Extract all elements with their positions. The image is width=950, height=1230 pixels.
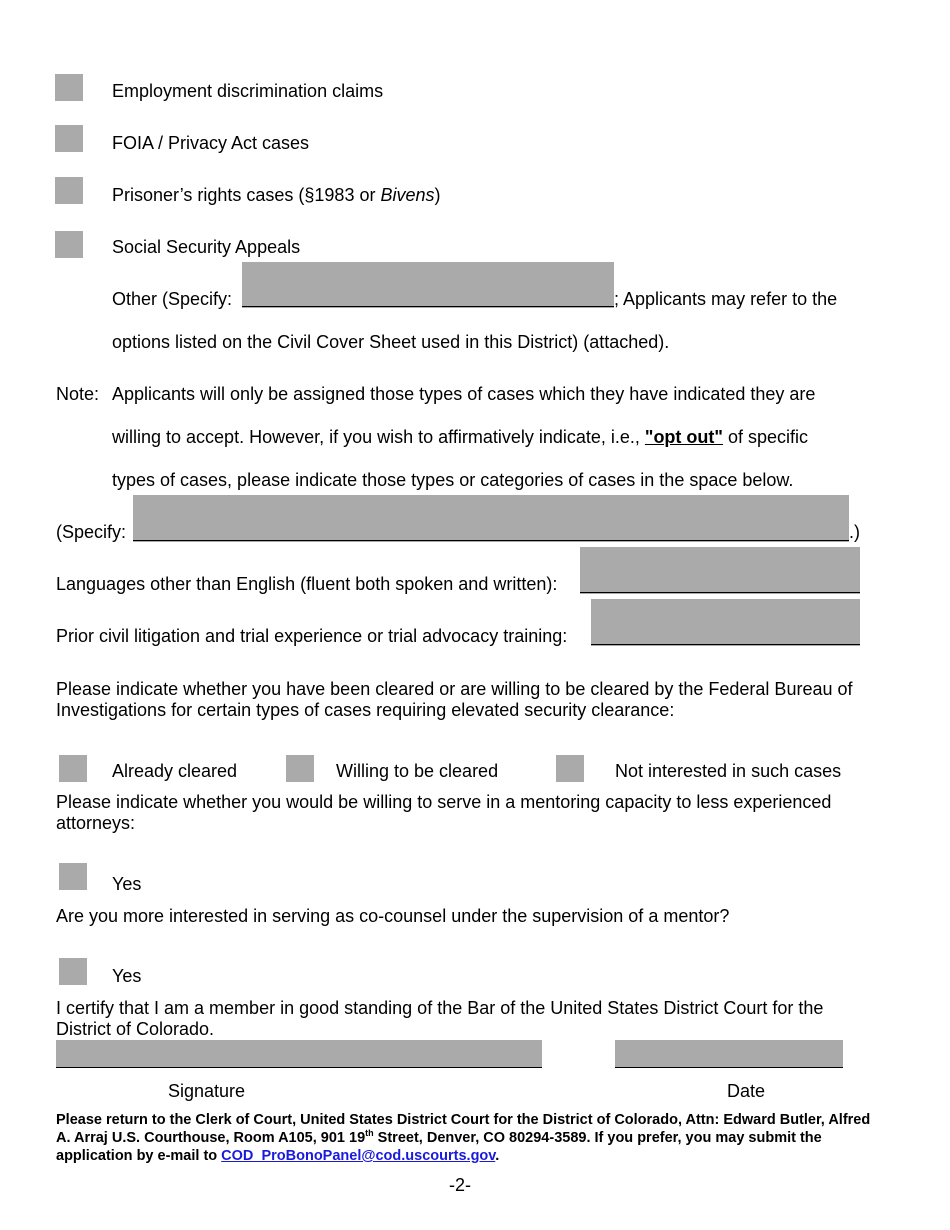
- page-number: -2-: [449, 1175, 471, 1195]
- signature-field[interactable]: [56, 1040, 542, 1068]
- prisoner-label: Prisoner’s rights cases (§1983 or Bivens): [112, 185, 441, 205]
- social-security-label: Social Security Appeals: [112, 237, 301, 257]
- prior-experience-label: Prior civil litigation and trial experience or trial advocacy training:: [56, 626, 568, 646]
- note-line3: types of cases, please indicate those types or categories of cases in the space below.: [112, 470, 794, 490]
- mentor-question: Please indicate whether you would be willing to serve in a mentoring capacity to less experienced attorneys:: [56, 792, 832, 833]
- other-specify-underline: [242, 306, 614, 307]
- not-interested-checkbox[interactable]: [556, 755, 584, 782]
- certify-statement: I certify that I am a member in good standing of the Bar of the United States District Court for the District of Colorado.: [56, 998, 824, 1039]
- foia-checkbox[interactable]: [55, 125, 83, 152]
- prisoner-checkbox[interactable]: [55, 177, 83, 204]
- mentor-yes-checkbox[interactable]: [59, 863, 87, 890]
- clearance-question: Please indicate whether you have been cleared or are willing to be cleared by the Federal Bureau of Investigations for certain types of cases requiring elevated security clearance:: [56, 679, 853, 720]
- willing-cleared-checkbox[interactable]: [286, 755, 314, 782]
- email-link[interactable]: COD_ProBonoPanel@cod.uscourts.gov: [221, 1148, 496, 1164]
- other-specify-label: Other (Specify:: [112, 289, 233, 309]
- willing-cleared-label: Willing to be cleared: [336, 761, 499, 781]
- signature-label: Signature: [168, 1081, 246, 1101]
- other-specify-suffix: ; Applicants may refer to the: [614, 289, 838, 309]
- other-specify-field[interactable]: [242, 262, 614, 308]
- opt-out-specify-label: (Specify:: [56, 522, 127, 542]
- note-line1: Applicants will only be assigned those types of cases which they have indicated they are: [112, 384, 816, 404]
- mentor-yes-label: Yes: [112, 874, 142, 894]
- return-instructions: Please return to the Clerk of Court, United States District Court for the District of Colorado, Attn: Edward Butler, Alfred A. Arraj U.S. Courthouse, Room A105, 901 19th Street, Denver, CO 80294-3589. If you prefer, you may submit the application by e-mail to COD_ProBonoPanel@cod.uscourts.gov.: [56, 1112, 871, 1164]
- languages-underline: [580, 592, 860, 593]
- signature-underline: [56, 1067, 542, 1068]
- date-field[interactable]: [615, 1040, 843, 1068]
- date-label: Date: [727, 1081, 766, 1101]
- opt-out-specify-underline: [133, 540, 849, 541]
- social-security-checkbox[interactable]: [55, 231, 83, 258]
- prior-experience-field[interactable]: [591, 599, 860, 646]
- already-cleared-checkbox[interactable]: [59, 755, 87, 782]
- foia-label: FOIA / Privacy Act cases: [112, 133, 310, 153]
- cocounsel-question: Are you more interested in serving as co-counsel under the supervision of a mentor?: [56, 906, 730, 926]
- other-specify-line2: options listed on the Civil Cover Sheet used in this District) (attached).: [112, 332, 670, 352]
- opt-out-specify-field[interactable]: [133, 495, 849, 542]
- note-line2: willing to accept. However, if you wish to affirmatively indicate, i.e., "opt out" of specific: [112, 427, 808, 447]
- employment-checkbox[interactable]: [55, 74, 83, 101]
- employment-label: Employment discrimination claims: [112, 81, 384, 101]
- cocounsel-yes-checkbox[interactable]: [59, 958, 87, 985]
- languages-label: Languages other than English (fluent both spoken and written):: [56, 574, 558, 594]
- already-cleared-label: Already cleared: [112, 761, 238, 781]
- prior-experience-underline: [591, 644, 860, 645]
- note-label: Note:: [56, 384, 100, 404]
- date-underline: [615, 1067, 843, 1068]
- not-interested-label: Not interested in such cases: [615, 761, 842, 781]
- languages-field[interactable]: [580, 547, 860, 594]
- opt-out-specify-suffix: .): [849, 522, 860, 542]
- cocounsel-yes-label: Yes: [112, 966, 142, 986]
